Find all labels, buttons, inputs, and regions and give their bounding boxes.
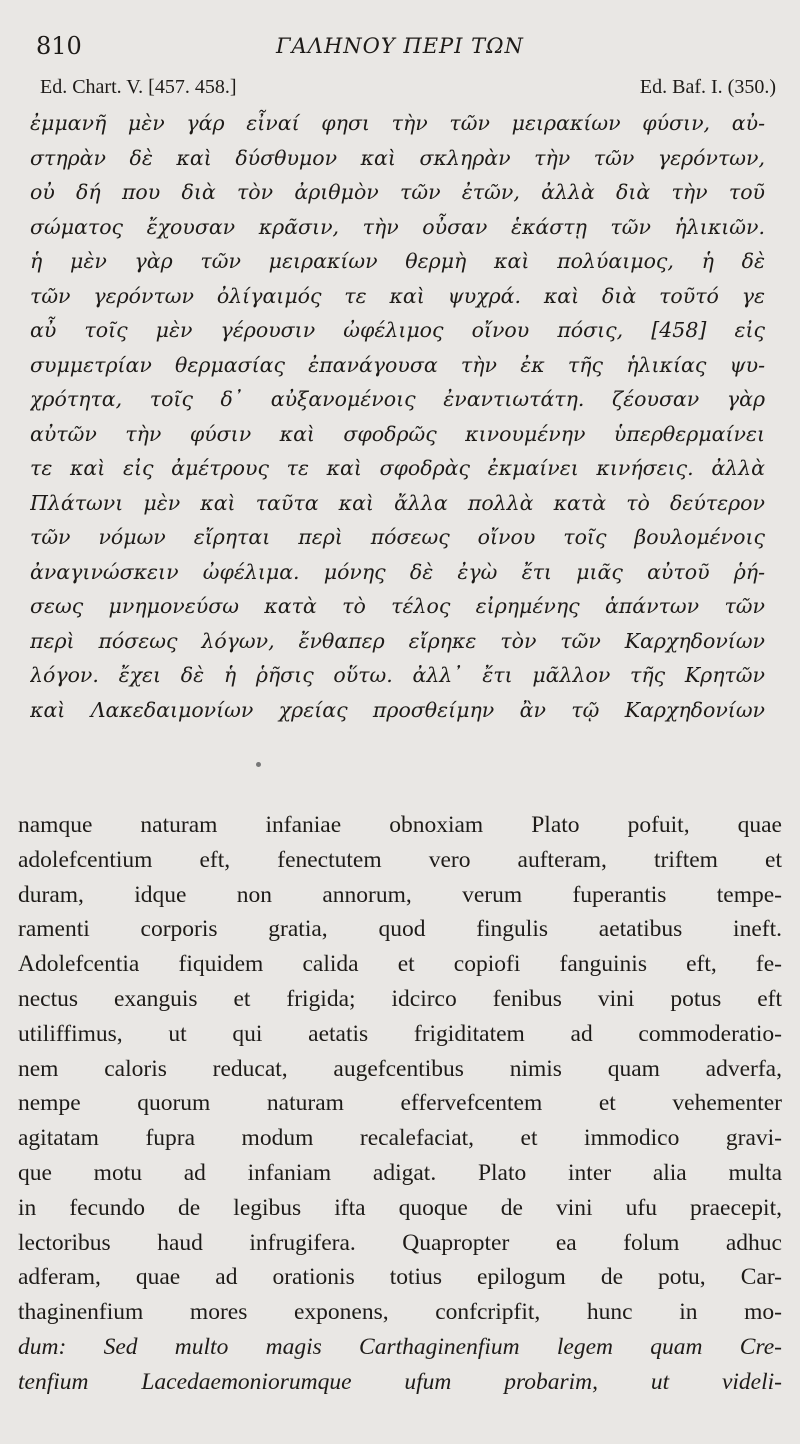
latin-line: ramenti corporis gratia, quod fingulis aetatibus ineft. [18,916,782,943]
latin-line: nem caloris reducat, augefcentibus nimis quam adverfa, [18,1055,782,1082]
latin-line: adolefcentium eft, fenectutem vero aufteram, triftem et [18,846,782,873]
edition-references [40,76,776,102]
latin-text-block [18,808,782,1400]
running-title: ΓΑΛΗΝΟΥ ΠΕΡΙ ΤΩΝ [276,34,524,58]
page-number: 810 [36,32,82,60]
latin-line: in fecundo de legibus ifta quoque de vini ufu praecepit, [18,1194,782,1221]
greek-line: ἀναγινώσκειν ὠφέλιμα. μόνης δὲ ἐγὼ ἔτι μιᾶς αὐτοῦ ῥή- [30,559,765,584]
greek-line: τῶν νόμων εἴρηται περὶ πόσεως οἴνου τοῖς βουλομένοις [30,525,765,549]
latin-line: nectus exanguis et frigida; idcirco fenibus vini potus eft [18,985,782,1012]
greek-line: σεως μνημονεύσω κατὰ τὸ τέλος εἰρημένης ἁπάντων τῶν [30,594,765,618]
greek-text-block [30,106,765,727]
latin-line: utiliffimus, ut qui aetatis frigiditatem ad commoderatio- [18,1020,782,1047]
edition-reference-basel: Ed. Baf. I. (350.) [639,76,776,98]
greek-line: ἡ μὲν γὰρ τῶν μειρακίων θερμὴ καὶ πολύαιμος, ἡ δὲ [30,249,765,273]
latin-line-quote: dum: Sed multo magis Carthaginenfium legem quam Cre- [18,1333,782,1360]
greek-line: περὶ πόσεως λόγων, ἔνθαπερ εἴρηκε τὸν τῶν Καρχηδονίων [30,628,765,653]
latin-line: nempe quorum naturam effervefcentem et vehementer [18,1090,782,1117]
greek-line: σώματος ἔχουσαν κρᾶσιν, τὴν οὖσαν ἑκάστῃ τῶν ἡλικιῶν. [30,214,765,239]
greek-line: ἐμμανῆ μὲν γάρ εἶναί φησι τὴν τῶν μειρακίων φύσιν, αὐ- [30,111,765,135]
greek-line: Πλάτωνι μὲν καὶ ταῦτα καὶ ἄλλα πολλὰ κατὰ τὸ δεύτερον [30,490,765,515]
latin-line: thaginenfium mores exponens, confcripfit, hunc in mo- [18,1299,782,1326]
edition-reference-chartier: Ed. Chart. V. [457. 458.] [40,76,237,98]
latin-line: agitatam fupra modum recalefaciat, et immodico gravi- [18,1125,782,1152]
greek-line: χρότητα, τοῖς δ᾽ αὐξανομένοις ἐναντιωτάτη. ζέουσαν γὰρ [30,387,765,411]
greek-line: αὖ τοῖς μὲν γέρουσιν ὠφέλιμος οἴνου πόσις, [458] εἰς [30,318,765,342]
page-header [36,32,764,62]
greek-line: λόγον. ἔχει δὲ ἡ ῥῆσις οὕτω. ἀλλ᾽ ἔτι μᾶλλον τῆς Κρητῶν [30,663,765,687]
greek-line: οὐ δή που διὰ τὸν ἀριθμὸν τῶν ἐτῶν, ἀλλὰ διὰ τὴν τοῦ [30,180,765,204]
latin-line: que motu ad infaniam adigat. Plato inter alia multa [18,1159,782,1186]
greek-line: συμμετρίαν θερμασίας ἐπανάγουσα τὴν ἐκ τῆς ἡλικίας ψυ- [30,352,765,377]
latin-line: adferam, quae ad orationis totius epilogum de potu, Car- [18,1264,782,1291]
greek-line: καὶ Λακεδαιμονίων χρείας προσθείμην ἂν τῷ Καρχηδονίων [30,697,765,722]
greek-line: στηρὰν δὲ καὶ δύσθυμον καὶ σκληρὰν τὴν τῶν γερόντων, [30,145,765,170]
greek-line: αὐτῶν τὴν φύσιν καὶ σφοδρῶς κινουμένην ὑπερθερμαίνει [30,421,765,446]
greek-line: τῶν γερόντων ὀλίγαιμός τε καὶ ψυχρά. καὶ διὰ τοῦτό γε [30,283,765,308]
ink-dot [256,762,261,767]
latin-line: lectoribus haud infrugifera. Quapropter ea folum adhuc [18,1229,782,1256]
latin-line-quote: tenfium Lacedaemoniorumque ufum probarim, ut videli- [18,1368,782,1395]
latin-line: Adolefcentia fiquidem calida et copiofi fanguinis eft, fe- [18,951,782,978]
latin-line: namque naturam infaniae obnoxiam Plato pofuit, quae [18,812,782,838]
greek-line: τε καὶ εἰς ἀμέτρους τε καὶ σφοδρὰς ἐκμαίνει κινήσεις. ἀλλὰ [30,456,765,480]
latin-line: duram, idque non annorum, verum fuperantis tempe- [18,881,782,908]
